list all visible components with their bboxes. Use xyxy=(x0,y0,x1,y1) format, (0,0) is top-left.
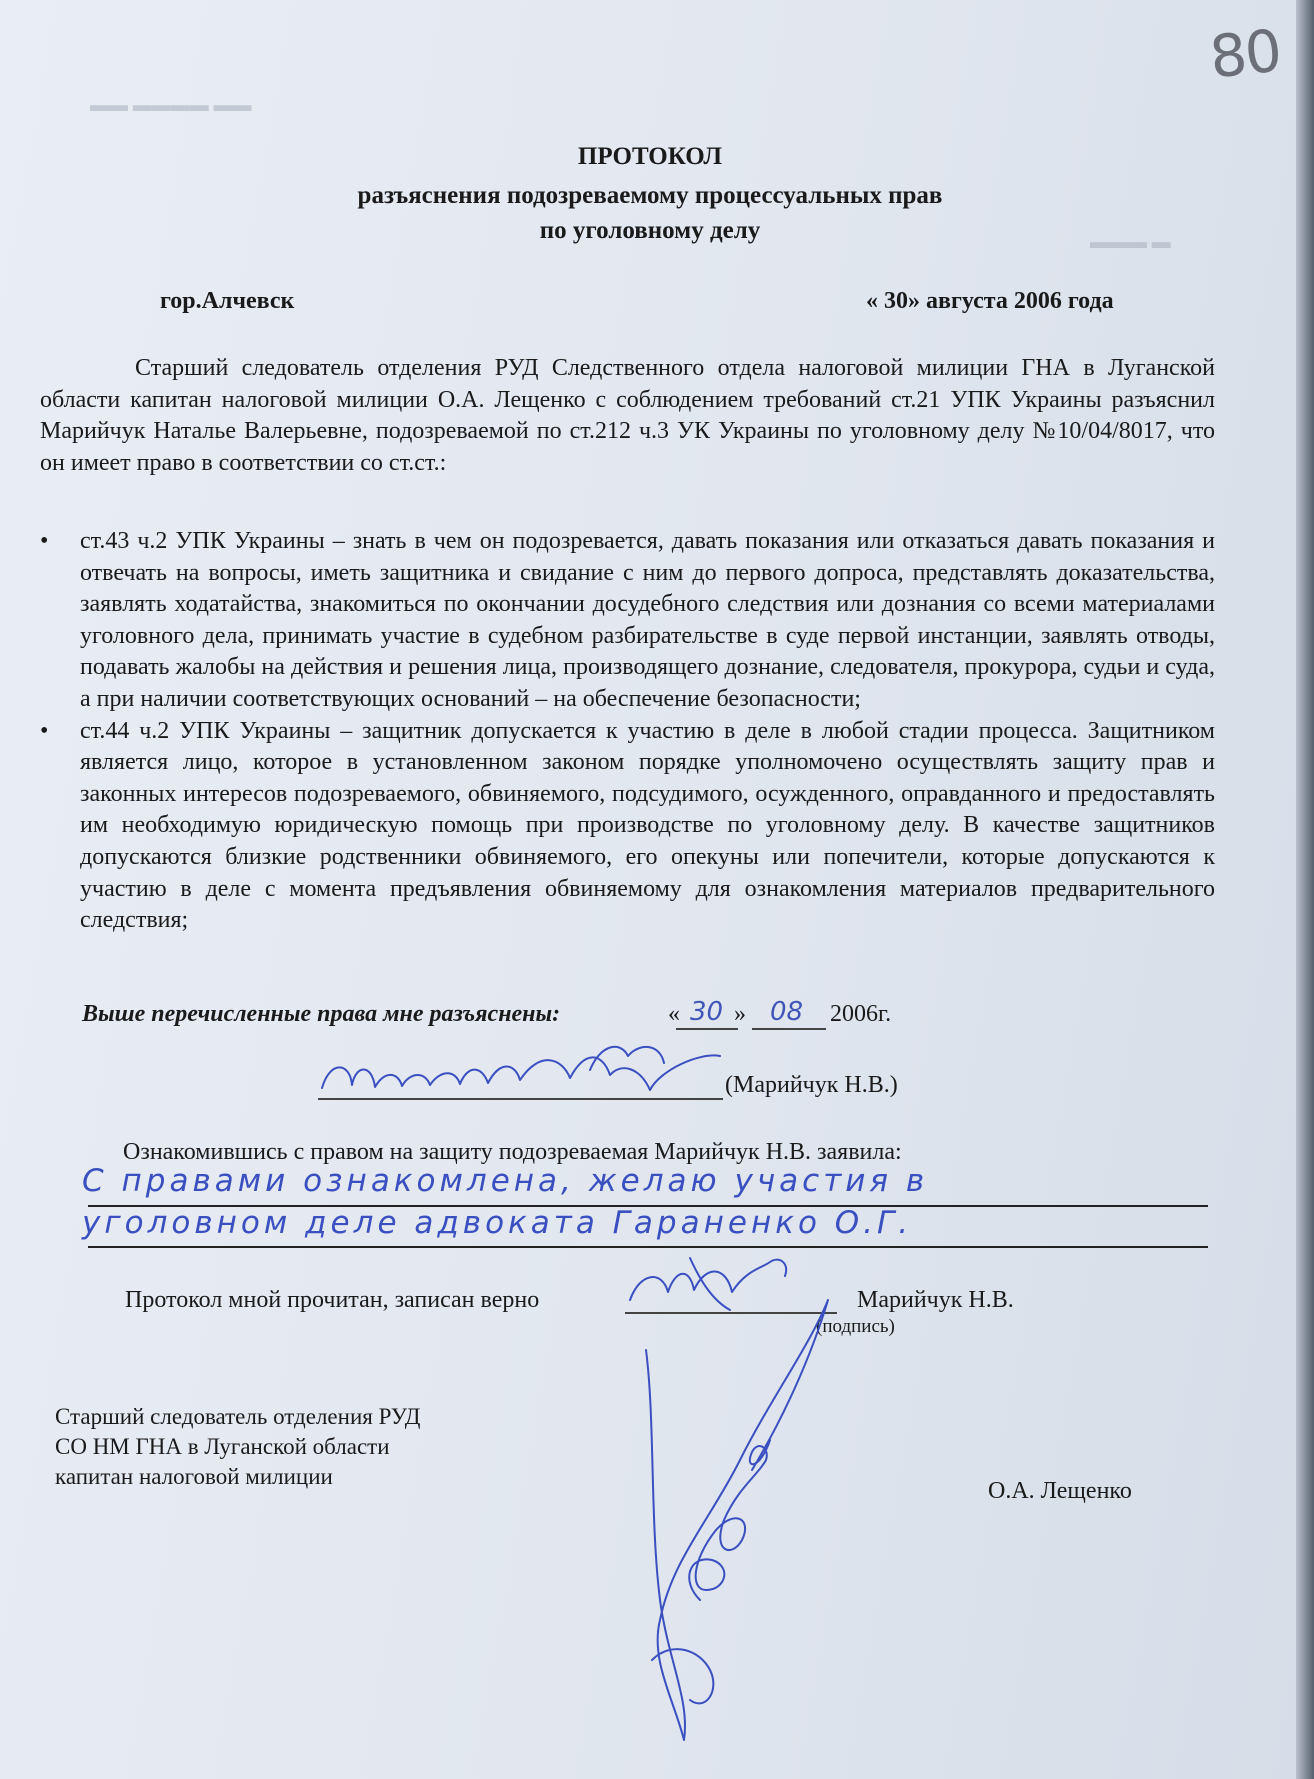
signature-caption: (подпись) xyxy=(816,1316,895,1337)
suspect-signature-line xyxy=(318,1098,723,1100)
close-quote: » xyxy=(734,1001,746,1027)
statement-rule-2 xyxy=(88,1246,1208,1248)
rights-explained-label: Выше перечисленные права мне разъяснены: xyxy=(82,1001,561,1027)
officer-title-line: капитан налоговой милиции xyxy=(55,1464,333,1489)
list-item xyxy=(40,526,1215,716)
month-underline xyxy=(752,1028,826,1030)
officer-title-line: СО НМ ГНА в Луганской области xyxy=(55,1434,390,1459)
document-subtitle: разъяснения подозреваемому процессуальных прав xyxy=(357,182,943,209)
right-text: ст.44 ч.2 УПК Украины – защитник допускается к участию в деле в любой стадии процесса. Защитником является лицо, которое в установленном законом порядке уполномочено осуществлять защиту прав и законных интересов подозреваемого, обвиняемого, подсудимого, осужденного, оправданного и предоставлять им необходимую юридическую помощь при производстве по уголовному делу. В качестве защитников допускаются близкие родственники обвиняемого, его опекуны или попечители, которые допускаются к участию в деле с момента предъявления обвиняемому для ознакомления материалов предварительного следствия; xyxy=(80,717,1215,934)
year-text: 2006г. xyxy=(830,1001,892,1027)
officer-title-block xyxy=(55,1402,420,1492)
bullet-icon: • xyxy=(40,717,49,744)
right-text: ст.43 ч.2 УПК Украины – знать в чем он подозревается, давать показания или отказаться давать показания и отвечать на вопросы, иметь защитника и свидание с ним до первого допроса, представлять доказательства, заявлять ходатайства, знакомиться по окончании досудебного следствия или дознания со всеми материалами уголовного дела, принимать участие в судебном разбирательстве в суде первой инстанции, заявлять отводы, подавать жалобы на действия и решения лица, производящего дознание, следователя, прокурора, судьи и суда, а при наличии соответствующих оснований – на обеспечение безопасности; xyxy=(80,528,1215,712)
protocol-read-label: Протокол мной прочитан, записан верно xyxy=(125,1287,540,1313)
statement-label: Ознакомившись с правом на защиту подозреваемая Марийчук Н.В. заявила: xyxy=(123,1139,902,1165)
handwritten-day: 30 xyxy=(690,997,724,1027)
read-signature-name: Марийчук Н.В. xyxy=(857,1287,1014,1313)
place-of-issue: гор.Алчевск xyxy=(160,288,295,314)
officer-title-line: Старший следователь отделения РУД xyxy=(55,1404,421,1429)
intro-paragraph: Старший следователь отделения РУД Следственного отдела налоговой милиции ГНА в Луганской области капитан налоговой милиции О.А. Лещенко с соблюдением требований ст.21 УПК Украины разъяснил Марийчук Наталье Валерьевне, подозреваемой по ст.212 ч.3 УК Украины по уголовному делу №10/04/8017, что он имеет право в соответствии со ст.ст.: xyxy=(40,355,1215,476)
bullet-icon: • xyxy=(40,528,49,554)
document-date: « 30» августа 2006 года xyxy=(866,288,1114,314)
officer-name: О.А. Лещенко xyxy=(988,1478,1132,1504)
page-edge-shadow xyxy=(1296,0,1314,1779)
rights-list xyxy=(40,526,1215,937)
handwritten-statement-line-1: С правами ознакомлена, желаю участия в xyxy=(82,1163,929,1199)
document-title: ПРОТОКОЛ xyxy=(577,143,723,170)
list-item xyxy=(40,716,1215,937)
open-quote: « xyxy=(668,1001,680,1027)
document-subtitle-2: по уголовному делу xyxy=(539,217,761,244)
suspect-signature-name: (Марийчук Н.В.) xyxy=(725,1072,898,1098)
day-underline xyxy=(676,1028,738,1030)
handwritten-month: 08 xyxy=(770,997,804,1027)
bleed-through-text: ▬▬▬ ▬ xyxy=(1090,232,1171,253)
read-signature-line xyxy=(625,1312,837,1314)
handwritten-page-number: 80 xyxy=(1206,16,1284,92)
bleed-through-text: ▬▬ ▬▬▬▬ ▬▬ xyxy=(90,95,252,116)
handwritten-statement-line-2: уголовном деле адвоката Гараненко О.Г. xyxy=(82,1205,913,1241)
